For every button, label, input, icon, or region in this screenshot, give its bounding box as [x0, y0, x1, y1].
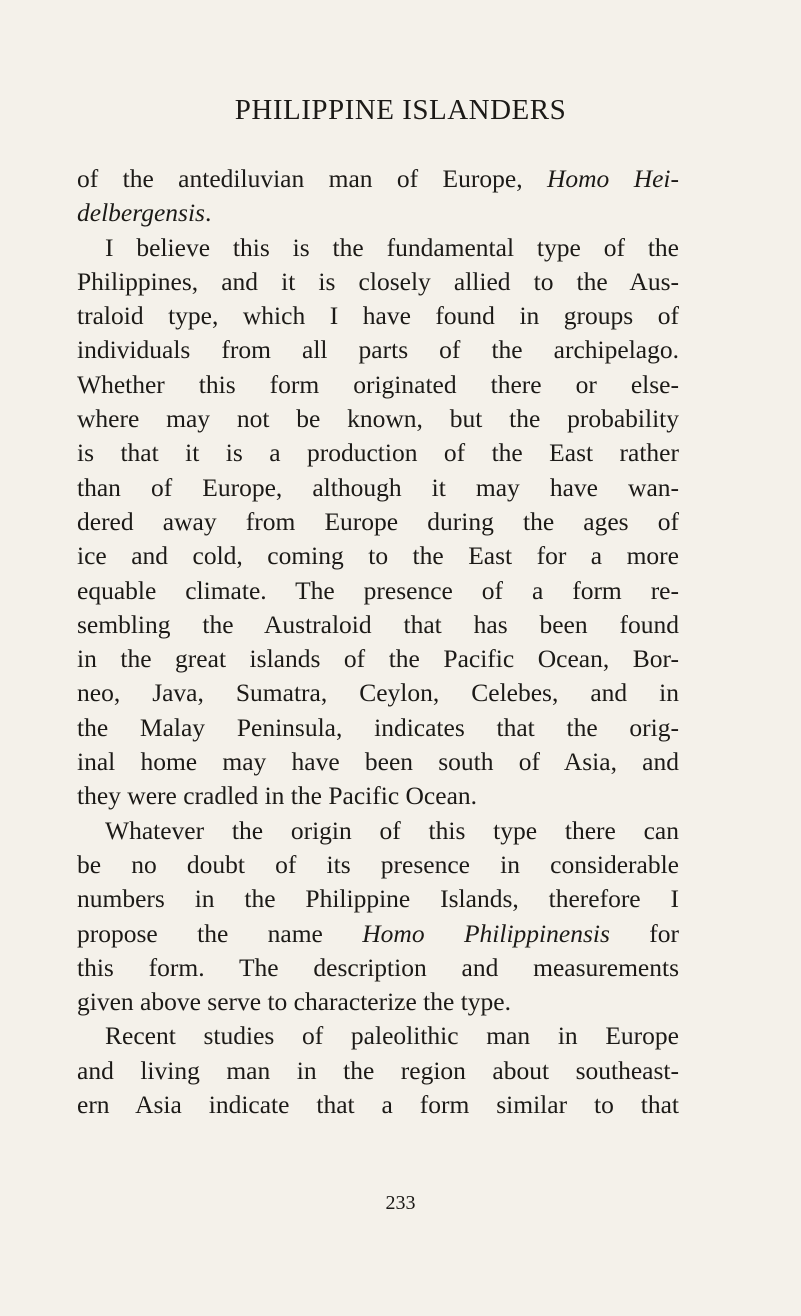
text-line [77, 299, 679, 333]
text-line [77, 436, 679, 470]
text-span: sembling the Australoid that has been found [77, 609, 679, 639]
text-span: Philippines, and it is closely allied to the Aus- [77, 266, 679, 296]
text-line [77, 1054, 679, 1088]
text-line [77, 779, 679, 813]
text-line [77, 162, 679, 196]
text-line [77, 1088, 679, 1122]
text-span: neo, Java, Sumatra, Ceylon, Celebes, and in [77, 678, 679, 708]
text-line [77, 231, 679, 265]
text-span: of the antediluvian man of Europe, [77, 164, 547, 193]
text-span: for [609, 918, 680, 948]
text-span: numbers in the Philippine Islands, therefore I [77, 884, 679, 914]
text-line [77, 265, 679, 299]
text-span: than of Europe, although it may have wan- [77, 472, 679, 502]
text-line [77, 505, 679, 539]
text-span: Whether this form originated there or else- [77, 369, 679, 399]
text-span: equable climate. The presence of a form re- [77, 575, 679, 605]
text-line [77, 676, 679, 710]
text-line [77, 745, 679, 779]
text-span: the Malay Peninsula, indicates that the orig- [77, 712, 679, 742]
text-span: is that it is a production of the East rather [77, 438, 679, 468]
text-line [77, 951, 679, 985]
text-span: I believe this is the fundamental type of the [105, 232, 679, 262]
text-line [77, 711, 679, 745]
text-line [77, 368, 679, 402]
text-span: in the great islands of the Pacific Ocean, Bor- [77, 644, 679, 674]
text-span: ice and cold, coming to the East for a more [77, 541, 679, 571]
italic-span: Homo Hei- [546, 164, 680, 193]
text-line [77, 471, 679, 505]
text-span: Recent studies of paleolithic man in Europe [105, 1021, 679, 1051]
text-span: propose the name [77, 918, 363, 948]
text-span: be no doubt of its presence in considerable [77, 849, 679, 879]
text-span: dered away from Europe during the ages of [77, 506, 679, 536]
text-line [77, 917, 679, 951]
text-line [77, 574, 679, 608]
text-span: where may not be known, but the probability [77, 404, 679, 434]
text-line [77, 539, 679, 573]
text-span: they were cradled in the Pacific Ocean. [77, 781, 478, 811]
text-span: inal home may have been south of Asia, and [77, 747, 679, 777]
running-head: PHILIPPINE ISLANDERS [234, 94, 567, 126]
text-line [77, 814, 679, 848]
text-line [77, 608, 679, 642]
text-span: this form. The description and measurements [77, 952, 679, 982]
italic-span: delbergensis [77, 198, 205, 228]
text-span: traloid type, which I have found in groups of [77, 301, 679, 331]
text-line [77, 196, 679, 230]
text-span: individuals from all parts of the archipelago. [77, 335, 679, 365]
page-number: 233 [385, 1192, 416, 1214]
text-span: Whatever the origin of this type there can [105, 815, 679, 845]
text-span: . [204, 198, 212, 228]
text-span: ern Asia indicate that a form similar to that [77, 1090, 679, 1120]
text-span: and living man in the region about southeast- [77, 1055, 679, 1085]
text-line [77, 642, 679, 676]
text-line [77, 985, 679, 1019]
text-line [77, 848, 679, 882]
text-line [77, 402, 679, 436]
italic-span: Homo Philippinensis [362, 918, 610, 948]
text-line [77, 882, 679, 916]
text-line [77, 333, 679, 367]
text-line [77, 1019, 679, 1053]
body-text [77, 162, 679, 1122]
text-span: given above serve to characterize the type. [77, 987, 511, 1017]
